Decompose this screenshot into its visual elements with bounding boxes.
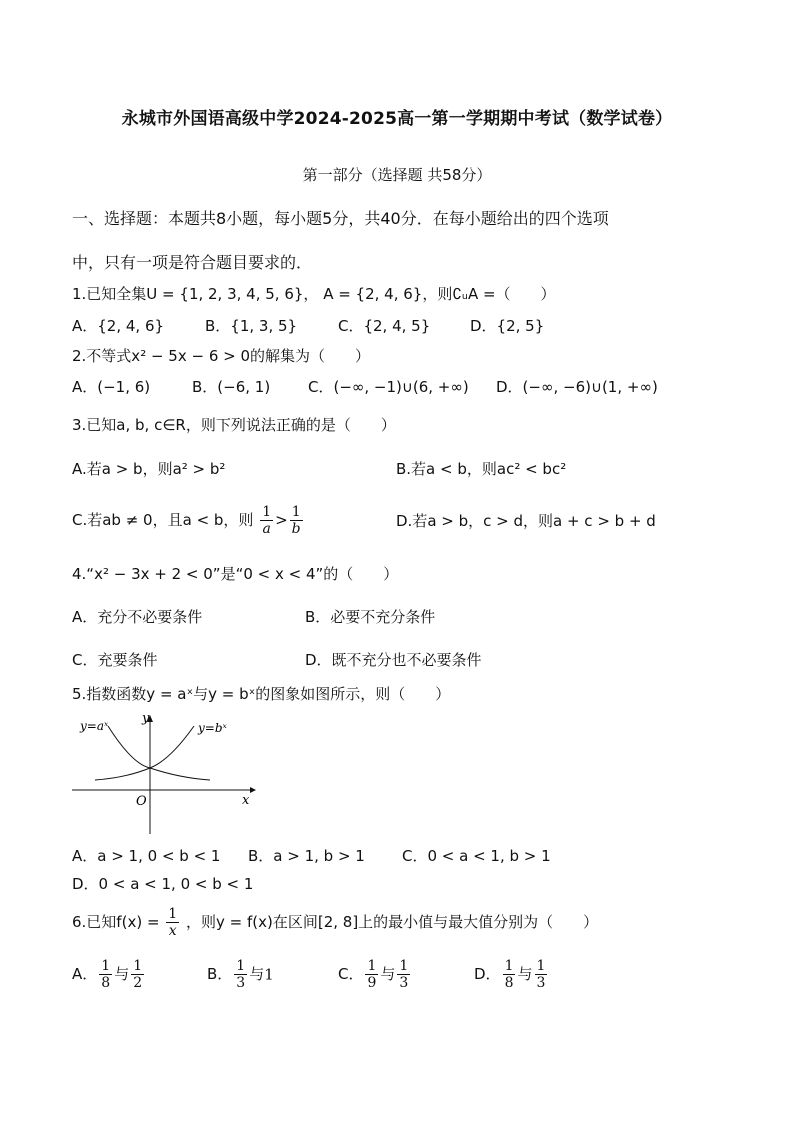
question-1-option-d[interactable]: D．{2, 5}: [470, 317, 545, 335]
question-6-stem: [72, 906, 598, 939]
label-origin: O: [136, 794, 147, 809]
question-6-stem-prefix: 6.已知f(x) =: [72, 913, 160, 931]
question-1-option-b[interactable]: B．{1, 3, 5}: [205, 317, 298, 335]
question-5-stem: 5.指数函数y = aˣ与y = bˣ的图象如图所示，则（ ）: [72, 685, 451, 703]
label-y-eq-b-pow-x: y=bˣ: [198, 721, 227, 735]
fraction: $\frac{1}{8}$: [101, 958, 111, 991]
joiner: 与: [249, 965, 265, 983]
exam-title: 永城市外国语高级中学2024-2025高一第一学期期中考试（数学试卷）: [121, 109, 673, 129]
question-5-option-c[interactable]: C．0 < a < 1, b > 1: [402, 847, 551, 865]
label-axis-y: y: [142, 711, 150, 726]
question-5-option-d[interactable]: D．0 < a < 1, 0 < b < 1: [72, 875, 254, 893]
curve-b-pow-x: [95, 726, 194, 780]
question-5-option-b[interactable]: B．a > 1, b > 1: [248, 847, 365, 865]
greater-than-sign: >: [275, 511, 288, 529]
question-4-stem: 4.“x² − 3x + 2 < 0”是“0 < x < 4”的（ ）: [72, 565, 399, 583]
question-4-option-d[interactable]: D．既不充分也不必要条件: [305, 651, 482, 669]
question-6-option-c[interactable]: [338, 958, 412, 991]
question-4-option-c[interactable]: C．充要条件: [72, 651, 158, 669]
curve-a-pow-x: [108, 726, 210, 780]
question-3-option-a[interactable]: A.若a > b，则a² > b²: [72, 460, 226, 478]
option-letter: B．: [207, 965, 233, 983]
question-6-option-a[interactable]: [72, 958, 146, 991]
question-6-option-b[interactable]: [207, 958, 274, 991]
fraction: $\frac{1}{3}$: [236, 958, 246, 991]
question-3-option-b[interactable]: B.若a < b，则ac² < bc²: [396, 460, 567, 478]
question-6-stem-suffix: ，则y = f(x)在区间[2, 8]上的最小值与最大值分别为（ ）: [186, 913, 599, 931]
joiner: 与: [380, 965, 396, 983]
label-axis-x: x: [242, 793, 250, 808]
label-y-eq-a-pow-x: y=aˣ: [80, 719, 109, 733]
section-intro-line2: 中，只有一项是符合题目要求的．: [72, 253, 313, 272]
question-3-stem: 3.已知a, b, c∈R，则下列说法正确的是（ ）: [72, 416, 396, 434]
fraction-1-over-a: $\frac{1}{a}$: [262, 504, 272, 537]
option-letter: C．: [338, 965, 364, 983]
fraction-1-over-b: $\frac{1}{b}$: [291, 504, 301, 537]
fraction: $\frac{1}{8}$: [504, 958, 514, 991]
question-3-option-c-text: C.若ab ≠ 0，且a < b，则: [72, 511, 254, 529]
option-letter: A．: [72, 965, 98, 983]
question-2-stem: 2.不等式x² − 5x − 6 > 0的解集为（ ）: [72, 347, 371, 365]
value: 1: [264, 965, 274, 984]
question-3-option-d[interactable]: D.若a > b，c > d，则a + c > b + d: [396, 512, 656, 530]
question-2-option-c[interactable]: C．(−∞, −1)∪(6, +∞): [308, 378, 469, 396]
question-1-option-a[interactable]: A．{2, 4, 6}: [72, 317, 165, 335]
fraction: $\frac{1}{3}$: [536, 958, 546, 991]
question-1-option-c[interactable]: C．{2, 4, 5}: [338, 317, 431, 335]
question-2-option-a[interactable]: A．(−1, 6): [72, 378, 151, 396]
joiner: 与: [517, 965, 533, 983]
part-heading: 第一部分（选择题 共58分）: [302, 166, 492, 184]
question-3-option-c[interactable]: [72, 504, 305, 537]
question-5-option-a[interactable]: A．a > 1, 0 < b < 1: [72, 847, 221, 865]
question-4-option-a[interactable]: A．充分不必要条件: [72, 608, 203, 626]
fraction-1-over-x: $\frac{1}{x}$: [168, 906, 178, 939]
section-intro-line1: 一、选择题：本题共8小题，每小题5分，共40分．在每小题给出的四个选项: [72, 209, 609, 228]
exponential-graph: [70, 710, 260, 838]
question-4-option-b[interactable]: B．必要不充分条件: [305, 608, 436, 626]
joiner: 与: [114, 965, 130, 983]
question-1-stem: 1.已知全集U = {1, 2, 3, 4, 5, 6}， A = {2, 4, 6}，则∁ᵤA =（ ）: [72, 285, 556, 303]
question-2-option-b[interactable]: B．(−6, 1): [192, 378, 271, 396]
fraction: $\frac{1}{9}$: [367, 958, 377, 991]
option-letter: D．: [474, 965, 501, 983]
question-2-option-d[interactable]: D．(−∞, −6)∪(1, +∞): [496, 378, 658, 396]
fraction: $\frac{1}{2}$: [133, 958, 143, 991]
question-6-option-d[interactable]: [474, 958, 549, 991]
x-axis-arrow: [250, 787, 256, 793]
fraction: $\frac{1}{3}$: [399, 958, 409, 991]
